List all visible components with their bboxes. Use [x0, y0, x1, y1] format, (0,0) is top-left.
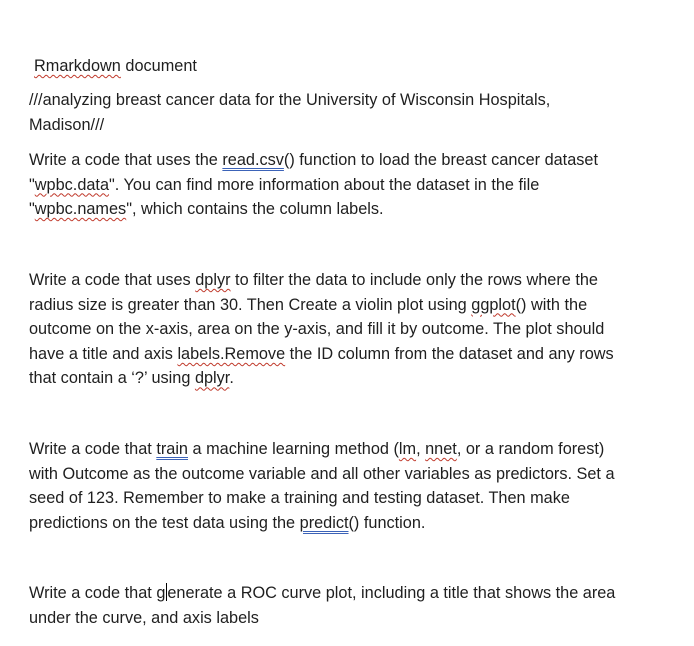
spelling-flag: ggplot [471, 295, 516, 314]
grammar-flag: train [156, 440, 188, 458]
spelling-flag: lm [398, 440, 417, 458]
grammar-flag: predict [299, 513, 349, 532]
spelling-flag: wpbc.names [34, 200, 127, 219]
document-title: Rmarkdown document [34, 57, 197, 75]
spelling-flag: Rmarkdown [34, 57, 121, 75]
task-paragraph-3: Write a code that train a machine learning method (lm, nnet, or a random forest) with Outcome as the outcome variable and all other variables as predictors. Set a seed of 123. Remember to make a training and testing dataset. Then make predictions on the test data using the predict() function. [29, 440, 615, 532]
task-paragraph-4: Write a code that g enerate a ROC curve plot, including a title that shows the area under the curve, and axis labels [29, 584, 616, 627]
spelling-flag: dplyr [194, 369, 230, 388]
spelling-flag: nnet [425, 440, 457, 458]
spelling-flag: labels.Remove [177, 344, 286, 363]
task-paragraph-2: Write a code that uses dplyr to filter the data to include only the rows where the radius size is greater than 30. Then Create a violin plot using ggplot() with the outcome on the x-axis, area on the y-axis, and fill it by outcome. The plot should have a title and axis labels.Remove the ID column from the dataset and any rows that contain a ‘?’ using dplyr. [29, 271, 614, 388]
task-paragraph-1: Write a code that uses the read.csv() function to load the breast cancer dataset "wpbc.data". You can find more information about the dataset in the file "wpbc.names", which contains the column labels. [29, 151, 598, 219]
grammar-flag: read.csv [222, 151, 284, 169]
spelling-flag: wpbc.data [34, 175, 110, 194]
spelling-flag: dplyr [195, 271, 231, 289]
header-line: ///analyzing breast cancer data for the University of Wisconsin Hospitals, Madison/// [29, 91, 551, 134]
